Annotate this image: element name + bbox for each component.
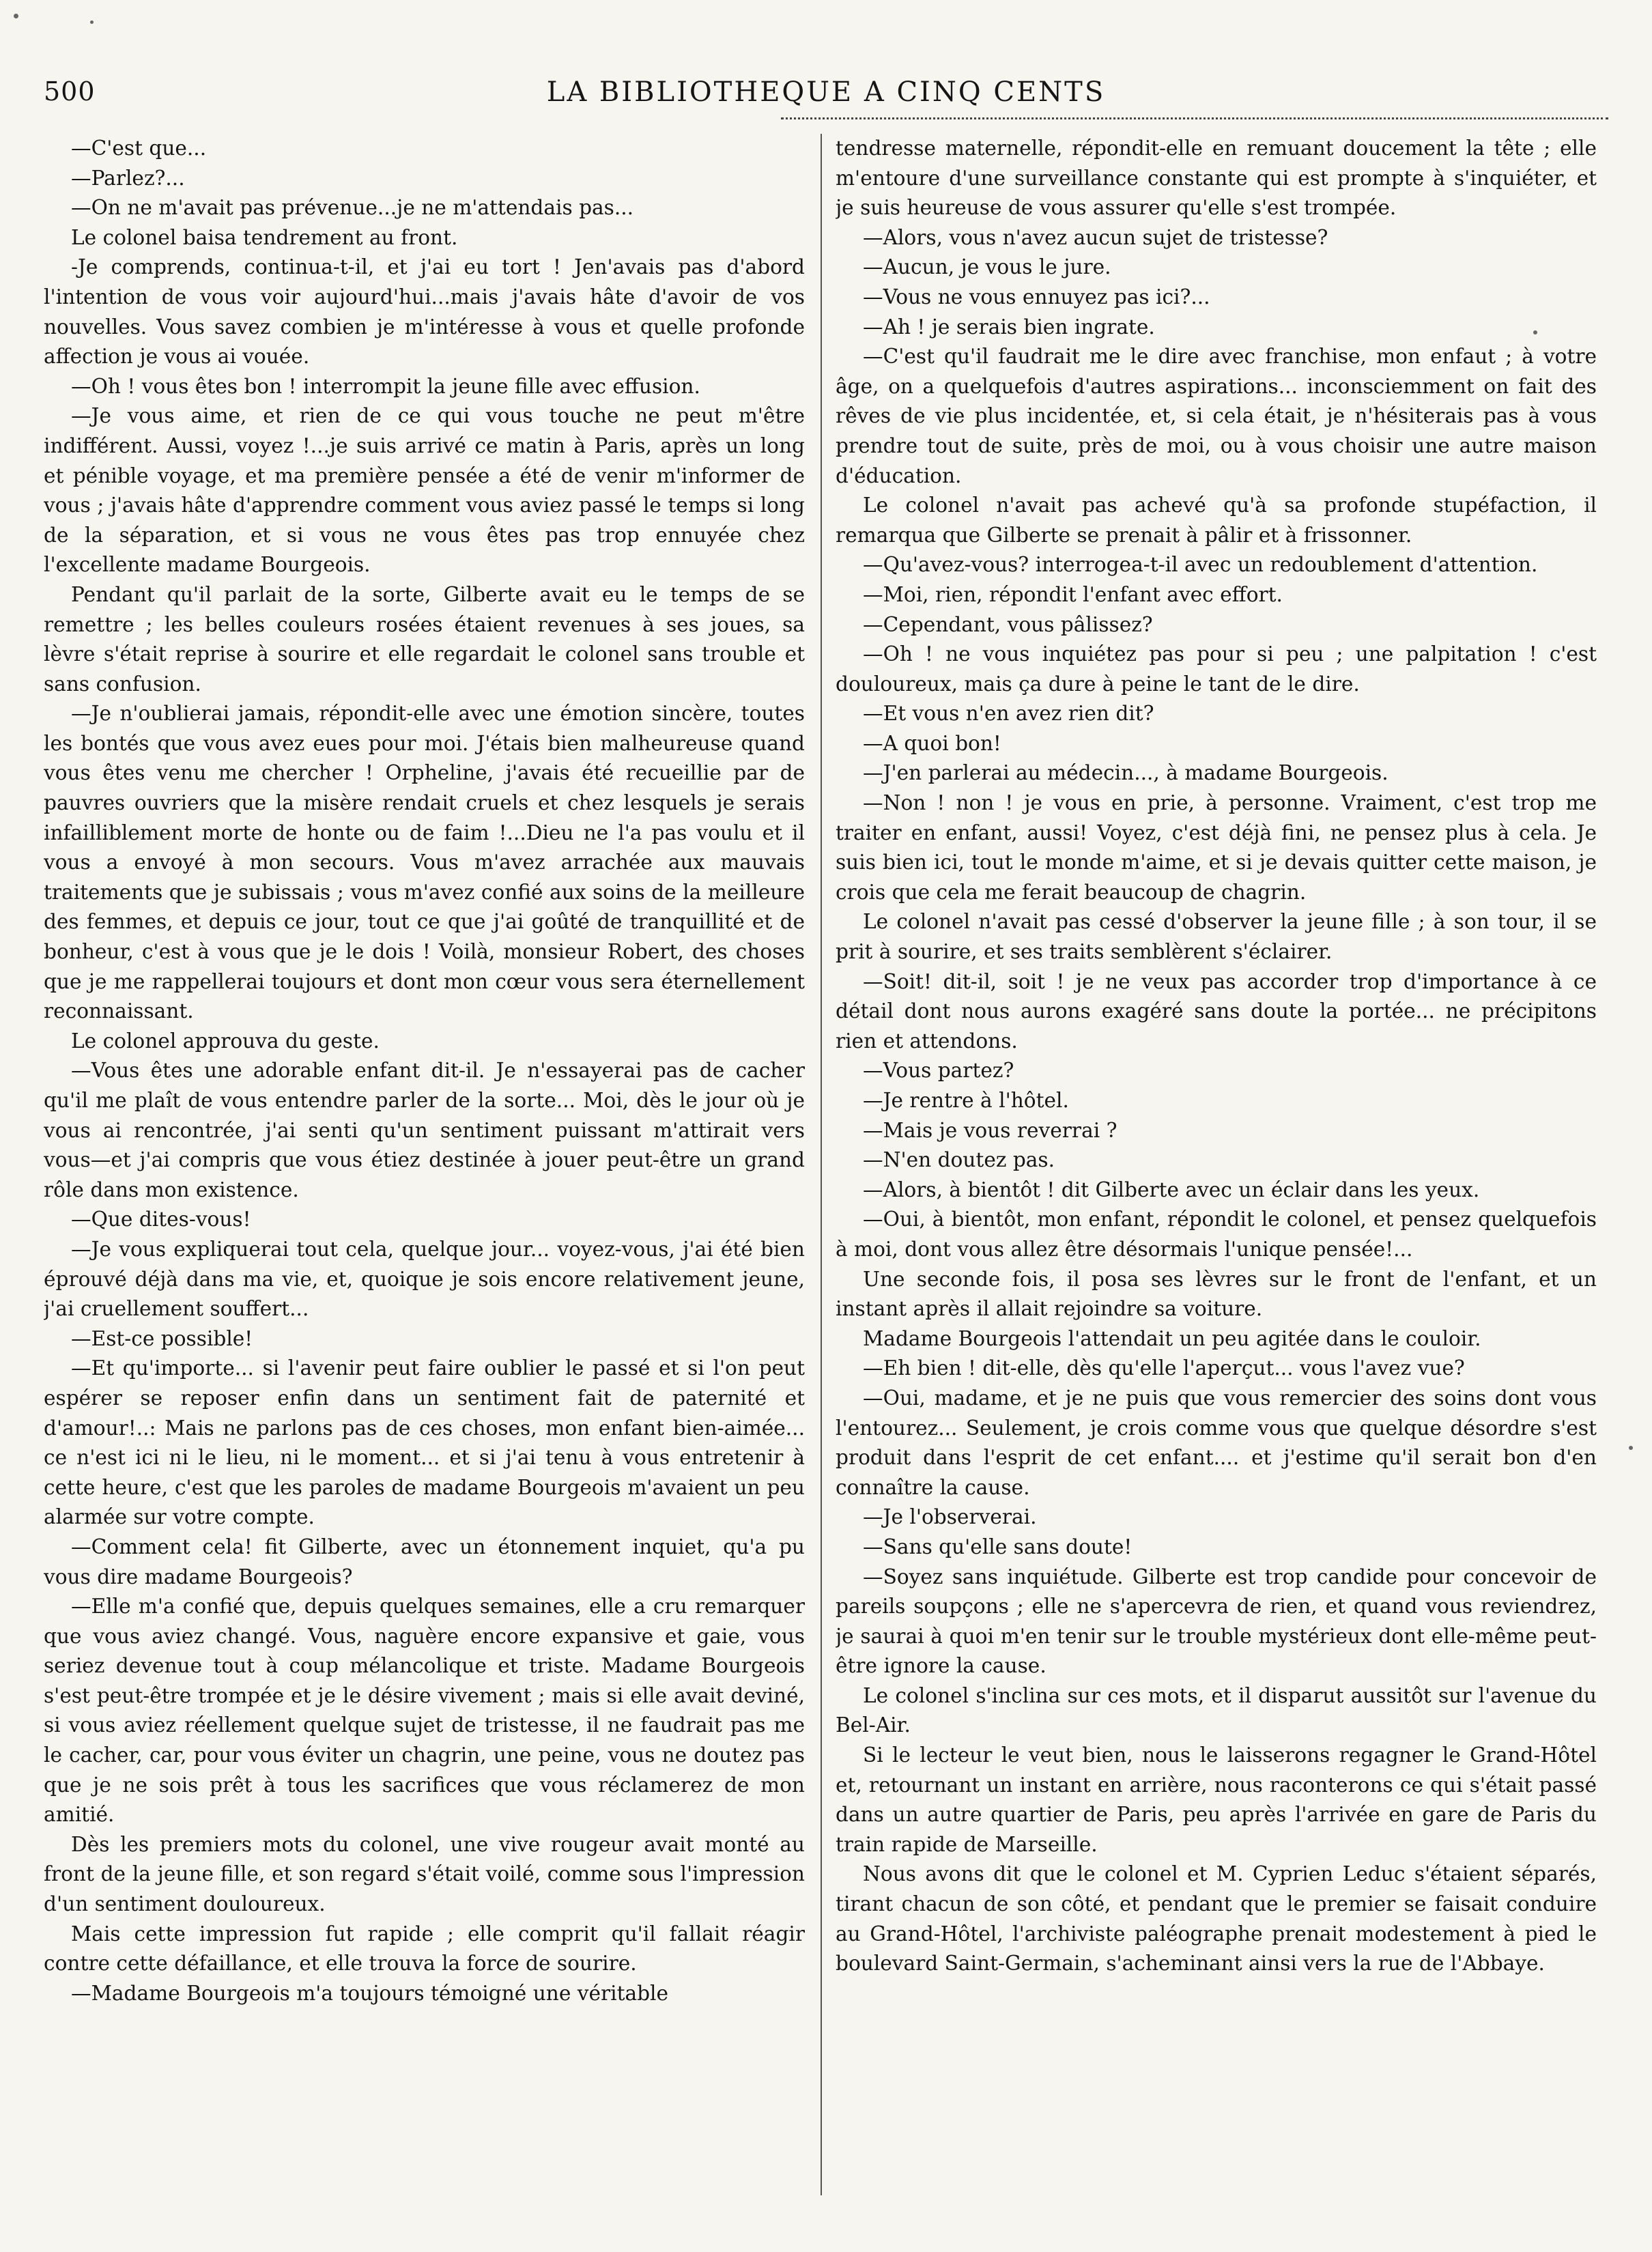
paragraph: —Vous ne vous ennuyez pas ici?... xyxy=(863,285,1210,309)
running-title: LA BIBLIOTHEQUE A CINQ CENTS xyxy=(546,76,1106,108)
paragraph: —Oui, à bientôt, mon enfant, répondit le colonel, et pensez quelquefois à moi, dont vous allez être désormais l'unique pensée!... xyxy=(836,1208,1597,1261)
paragraph: Dès les premiers mots du colonel, une vive rougeur avait monté au front de la jeune fille, et son regard s'était voilé, comme sous l'impression d'un sentiment douloureux. xyxy=(44,1832,805,1916)
paragraph: —Mais je vous reverrai ? xyxy=(863,1118,1117,1142)
paragraph: —Je vous aime, et rien de ce qui vous touche ne peut m'être indifférent. Aussi, voyez !...je suis arrivé ce matin à Paris, après un long et pénible voyage, et ma première pensée a été de venir m'informer de vous ; j'avais hâte d'apprendre comment vous aviez passé le temps si long de la séparation, et si vous ne vous êtes pas trop ennuyée chez l'excellente madame Bourgeois. xyxy=(44,404,805,577)
paragraph: —Cependant, vous pâlissez? xyxy=(863,612,1153,636)
paragraph: Le colonel n'avait pas achevé qu'à sa profonde stupéfaction, il remarqua que Gilberte se prenait à pâlir et à frissonner. xyxy=(836,494,1597,547)
paragraph: —A quoi bon! xyxy=(863,731,1001,755)
paragraph: —Comment cela! fit Gilberte, avec un étonnement inquiet, qu'a pu vous dire madame Bourgeois? xyxy=(44,1535,805,1588)
paragraph: —Alors, vous n'avez aucun sujet de tristesse? xyxy=(863,225,1328,249)
paragraph: —Vous êtes une adorable enfant dit-il. Je n'essayerai pas de cacher qu'il me plaît de vous entendre parler de la sorte... Moi, dès le jour où je vous ai rencontrée, j'ai senti qu'un sentiment puissant m'attirait vers vous—et j'ai compris que vous étiez destinée à jouer peut-être un grand rôle dans mon existence. xyxy=(44,1059,805,1201)
paragraph: —C'est qu'il faudrait me le dire avec franchise, mon enfaut ; à votre âge, on a quelquefois d'autres aspirations... inconsciemment on fait des rêves de vie plus incidentée, et, si cela était, je n'hésiterais pas à vous prendre tout de suite, près de moi, ou à vous choisir une autre maison d'éducation. xyxy=(836,345,1597,487)
paragraph: —Qu'avez-vous? interrogea-t-il avec un redoublement d'attention. xyxy=(863,553,1538,577)
print-speck xyxy=(1533,330,1537,334)
paragraph: Le colonel s'inclina sur ces mots, et il disparut aussitôt sur l'avenue du Bel-Air. xyxy=(836,1683,1597,1737)
paragraph: —Je l'observerai. xyxy=(863,1505,1037,1529)
paragraph: —On ne m'avait pas prévenue...je ne m'attendais pas... xyxy=(71,196,634,220)
paragraph: tendresse maternelle, répondit-elle en remuant doucement la tête ; elle m'entoure d'une surveillance constante qui est prompte à s'inquiéter, et je suis heureuse de vous assurer qu'elle s'est trompée. xyxy=(836,137,1597,220)
paragraph: —Oh ! vous êtes bon ! interrompit la jeune fille avec effusion. xyxy=(71,374,700,398)
page-header xyxy=(44,76,1608,120)
paragraph: —Je rentre à l'hôtel. xyxy=(863,1089,1069,1112)
paragraph: —Je n'oublierai jamais, répondit-elle avec une émotion sincère, toutes les bontés que vous avez eues pour moi. J'étais bien malheureuse quand vous êtes venu me chercher ! Orpheline, j'avais été recueillie par de pauvres ouvriers que la misère rendait cruels et chez lesquels je serais infailliblement morte de honte ou de faim !...Dieu ne l'a pas voulu et il vous a envoyé à mon secours. Vous m'avez arrachée aux mauvais traitements que je subissais ; vous m'avez confié aux soins de la meilleure des femmes, et depuis ce jour, tout ce que j'ai goûté de tranquillité et de bonheur, c'est à vous que je le dois ! Voilà, monsieur Robert, des choses que je me rappellerai toujours et dont mon cœur vous sera éternellement reconnaissant. xyxy=(44,702,805,1023)
paragraph: —Est-ce possible! xyxy=(71,1326,253,1350)
header-rule xyxy=(781,117,1608,119)
paragraph: —Elle m'a confié que, depuis quelques semaines, elle a cru remarquer que vous aviez changé. Vous, naguère encore expansive et gaie, vous seriez devenue tout à coup mélancolique et triste. Madame Bourgeois s'est peut-être trompée et je le désire vivement ; mais si elle avait deviné, si vous aviez réellement quelque sujet de tristesse, il ne faudrait pas me le cacher, car, pour vous éviter un chagrin, une peine, vous ne doutez pas que je ne sois prêt à tous les sacrifices que vous réclamerez de mon amitié. xyxy=(44,1595,805,1827)
paragraph: Mais cette impression fut rapide ; elle comprit qu'il fallait réagir contre cette défaillance, et elle trouva la force de sourire. xyxy=(44,1922,805,1976)
paragraph: Madame Bourgeois l'attendait un peu agitée dans le couloir. xyxy=(863,1326,1481,1350)
paragraph: —Que dites-vous! xyxy=(71,1208,251,1231)
paragraph: —Madame Bourgeois m'a toujours témoigné une véritable xyxy=(71,1981,669,2005)
paragraph: Une seconde fois, il posa ses lèvres sur le front de l'enfant, et un instant après il allait rejoindre sa voiture. xyxy=(836,1267,1597,1321)
paragraph: Si le lecteur le veut bien, nous le laisserons regagner le Grand-Hôtel et, retournant un instant en arrière, nous raconterons ce qui s'était passé dans un autre quartier de Paris, peu après l'arrivée en gare de Paris du train rapide de Marseille. xyxy=(836,1743,1597,1856)
paragraph: —Aucun, je vous le jure. xyxy=(863,255,1111,279)
print-speck xyxy=(1629,1446,1633,1450)
column-divider xyxy=(821,134,822,2195)
paragraph: —Oui, madame, et je ne puis que vous remercier des soins dont vous l'entourez... Seulement, je crois comme vous que quelque désordre s'est produit dans l'esprit de cet enfant.... et j'estime qu'il serait bon d'en connaître la cause. xyxy=(836,1386,1597,1499)
paragraph: —Eh bien ! dit-elle, dès qu'elle l'aperçut... vous l'avez vue? xyxy=(863,1356,1465,1380)
paragraph: —Soyez sans inquiétude. Gilberte est trop candide pour concevoir de pareils soupçons ; elle ne s'apercevra de rien, et quand vous reviendrez, je saurai à quoi m'en tenir sur le trouble mystérieux dont elle-même peut-être ignore la cause. xyxy=(836,1565,1597,1678)
print-speck xyxy=(90,20,94,24)
page-number: 500 xyxy=(44,76,96,106)
paragraph: Le colonel n'avait pas cessé d'observer la jeune fille ; à son tour, il se prit à sourire, et ses traits semblèrent s'éclairer. xyxy=(836,910,1597,964)
print-speck xyxy=(14,14,18,18)
paragraph: —Non ! non ! je vous en prie, à personne. Vraiment, c'est trop me traiter en enfant, aussi! Voyez, c'est déjà fini, ne pensez plus à cela. Je suis bien ici, tout le monde m'aime, et si je devais quitter cette maison, je crois que cela me ferait beaucoup de chagrin. xyxy=(836,791,1597,904)
paragraph: —Ah ! je serais bien ingrate. xyxy=(863,315,1155,339)
paragraph: —Et vous n'en avez rien dit? xyxy=(863,702,1154,726)
paragraph: —Soit! dit-il, soit ! je ne veux pas accorder trop d'importance à ce détail dont nous aurons exagéré sans doute la portée... ne précipitons rien et attendons. xyxy=(836,969,1597,1053)
paragraph: —Parlez?... xyxy=(71,166,185,190)
paragraph: —Sans qu'elle sans doute! xyxy=(863,1535,1133,1558)
paragraph: —N'en doutez pas. xyxy=(863,1148,1055,1172)
paragraph: Le colonel baisa tendrement au front. xyxy=(71,225,458,249)
paragraph: Pendant qu'il parlait de la sorte, Gilberte avait eu le temps de se remettre ; les belles couleurs rosées étaient revenues à ses joues, sa lèvre s'était reprise à sourire et elle regardait le colonel sans trouble et sans confusion. xyxy=(44,582,805,696)
paragraph: Le colonel approuva du geste. xyxy=(71,1029,380,1053)
paragraph: —Et qu'importe... si l'avenir peut faire oublier le passé et si l'on peut espérer se reposer enfin dans un sentiment fait de paternité et d'amour!..: Mais ne parlons pas de ces choses, mon enfant bien-aimée... ce n'est ici ni le lieu, ni le moment... et si j'ai tenu à vous entretenir à cette heure, c'est que les paroles de madame Bourgeois m'avaient un peu alarmée sur votre compte. xyxy=(44,1356,805,1529)
left-column xyxy=(44,134,805,2195)
paragraph: —C'est que... xyxy=(71,137,207,160)
paragraph: —J'en parlerai au médecin..., à madame Bourgeois. xyxy=(863,761,1388,785)
paragraph: —Vous partez? xyxy=(863,1059,1014,1083)
paragraph: -Je comprends, continua-t-il, et j'ai eu tort ! Jen'avais pas d'abord l'intention de vous voir aujourd'hui...mais j'avais hâte d'avoir de vos nouvelles. Vous savez combien je m'intéresse à vous et quelle profonde affection je vous ai vouée. xyxy=(44,255,805,369)
paragraph: —Je vous expliquerai tout cela, quelque jour... voyez-vous, j'ai été bien éprouvé déjà dans ma vie, et, quoique je sois encore relativement jeune, j'ai cruellement souffert... xyxy=(44,1237,805,1321)
right-column xyxy=(836,134,1597,2195)
paragraph: —Oh ! ne vous inquiétez pas pour si peu ; une palpitation ! c'est douloureux, mais ça dure à peine le tant de le dire. xyxy=(836,642,1597,696)
paragraph: —Alors, à bientôt ! dit Gilberte avec un éclair dans les yeux. xyxy=(863,1178,1480,1201)
paragraph: —Moi, rien, répondit l'enfant avec effort. xyxy=(863,582,1283,606)
paragraph: Nous avons dit que le colonel et M. Cyprien Leduc s'étaient séparés, tirant chacun de son côté, et pendant que le premier se faisait conduire au Grand-Hôtel, l'archiviste paléographe prenait modestement à pied le boulevard Saint-Germain, s'acheminant ainsi vers la rue de l'Abbaye. xyxy=(836,1862,1597,1976)
text-columns xyxy=(44,134,1607,2195)
